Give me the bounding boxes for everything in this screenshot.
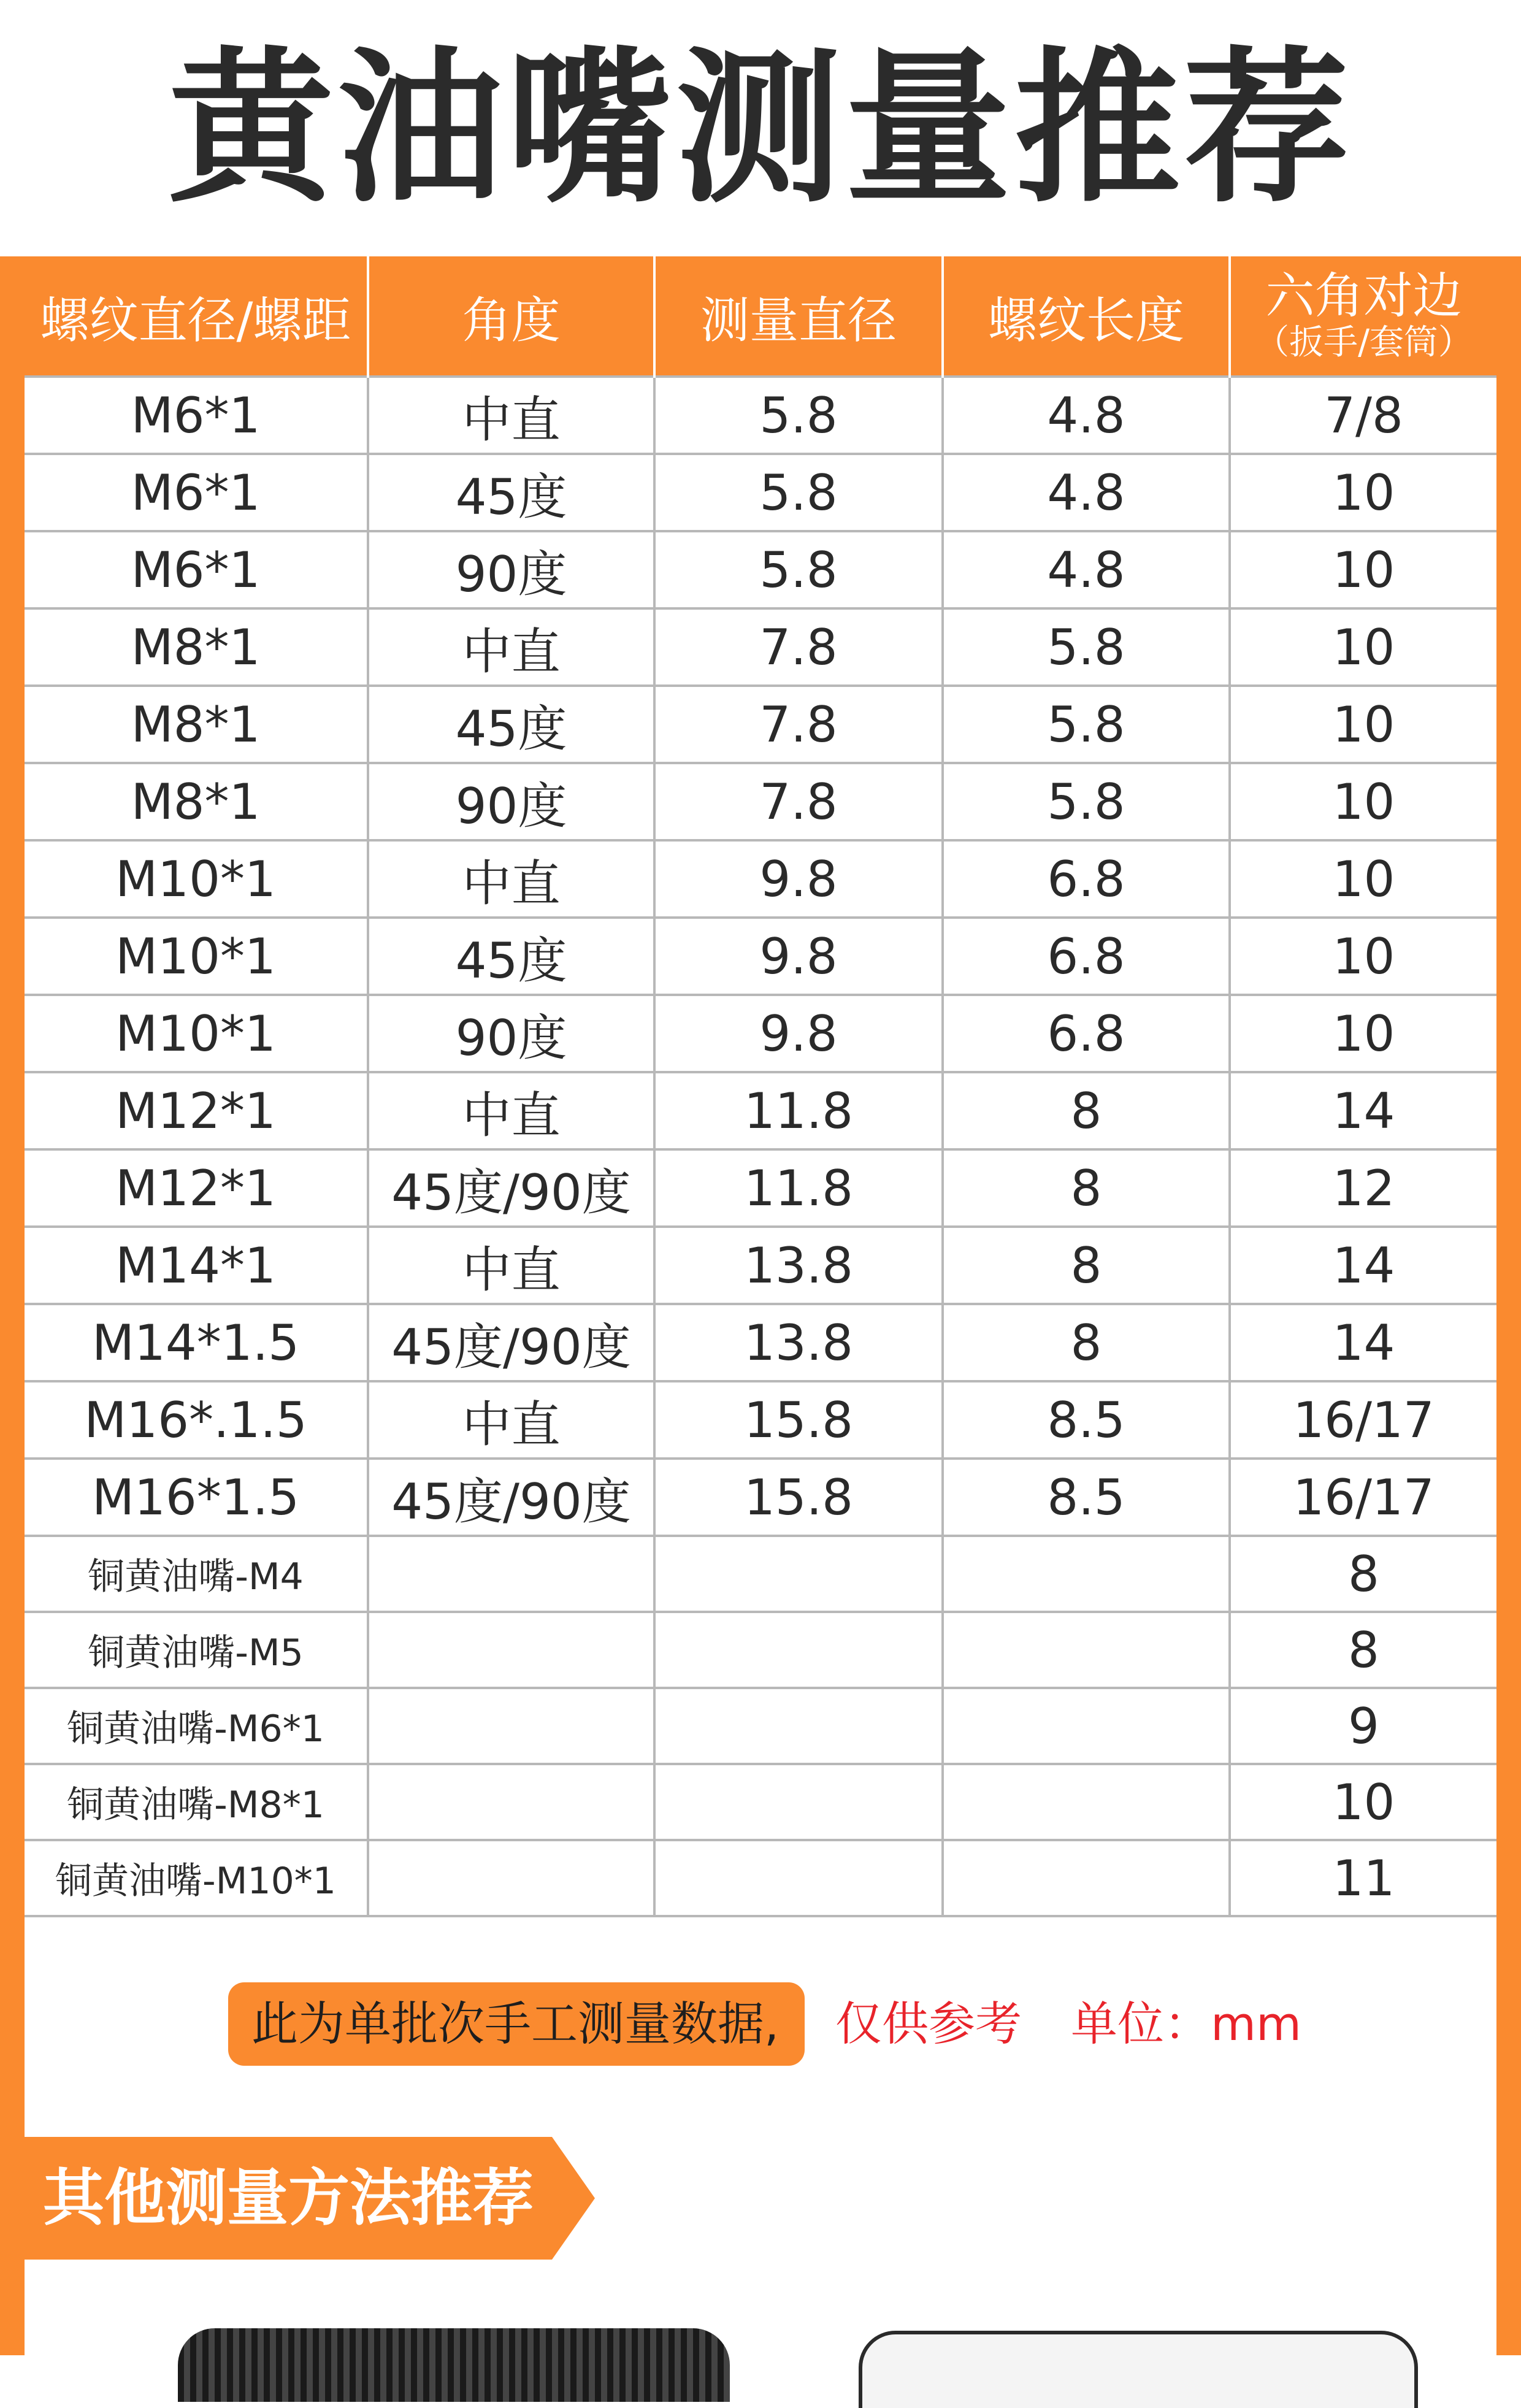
cell-measured-diameter: 7.8 (654, 608, 943, 686)
table-row (25, 1840, 1496, 1916)
table-row (25, 1459, 1496, 1536)
cell-thread-pitch: M6*1 (25, 377, 368, 454)
cell-measured-diameter: 7.8 (654, 686, 943, 763)
cell-thread-pitch: M16*1.5 (25, 1459, 368, 1536)
cell-hex-across-flats: 10 (1230, 1764, 1496, 1840)
cell-hex-across-flats: 10 (1230, 840, 1496, 918)
caliper-photo (859, 2331, 1418, 2408)
cell-hex-across-flats: 10 (1230, 531, 1496, 608)
cell-thread-length (943, 1536, 1230, 1612)
cell-thread-length: 8.5 (943, 1381, 1230, 1459)
table-row (25, 686, 1496, 763)
cell-thread-pitch: 铜黄油嘴-M6*1 (25, 1688, 368, 1764)
cell-angle (368, 1612, 654, 1688)
cell-thread-pitch: 铜黄油嘴-M5 (25, 1612, 368, 1688)
cell-angle (368, 1536, 654, 1612)
cell-measured-diameter: 11.8 (654, 1072, 943, 1149)
header-hex-sub: （扳手/套筒） (1255, 323, 1473, 362)
cell-hex-across-flats: 14 (1230, 1304, 1496, 1381)
cell-thread-pitch: 铜黄油嘴-M8*1 (25, 1764, 368, 1840)
measurement-table (25, 256, 1496, 1917)
cell-thread-length (943, 1612, 1230, 1688)
table-body (25, 377, 1496, 1916)
table-header (25, 256, 1496, 377)
cell-measured-diameter: 5.8 (654, 531, 943, 608)
cell-angle: 90度 (368, 531, 654, 608)
cell-angle: 中直 (368, 608, 654, 686)
cell-thread-pitch: 铜黄油嘴-M4 (25, 1536, 368, 1612)
cell-measured-diameter: 13.8 (654, 1227, 943, 1304)
cell-thread-pitch: M14*1 (25, 1227, 368, 1304)
cell-hex-across-flats: 11 (1230, 1840, 1496, 1916)
cell-angle (368, 1764, 654, 1840)
cell-thread-length: 8 (943, 1072, 1230, 1149)
cell-angle (368, 1688, 654, 1764)
cell-measured-diameter (654, 1688, 943, 1764)
cell-thread-length: 5.8 (943, 608, 1230, 686)
page-title: 黄油嘴测量推荐 (168, 32, 1353, 225)
cell-thread-length: 4.8 (943, 531, 1230, 608)
cell-angle: 中直 (368, 1381, 654, 1459)
cell-thread-length: 6.8 (943, 840, 1230, 918)
cell-measured-diameter: 9.8 (654, 918, 943, 995)
cell-angle: 90度 (368, 995, 654, 1072)
cell-hex-across-flats: 10 (1230, 918, 1496, 995)
table-row (25, 840, 1496, 918)
cell-angle: 中直 (368, 1227, 654, 1304)
cell-thread-length (943, 1840, 1230, 1916)
cell-measured-diameter: 15.8 (654, 1381, 943, 1459)
table-row (25, 531, 1496, 608)
cell-hex-across-flats: 10 (1230, 686, 1496, 763)
cell-measured-diameter: 9.8 (654, 840, 943, 918)
header-angle: 角度 (368, 256, 654, 377)
cell-measured-diameter (654, 1764, 943, 1840)
cell-measured-diameter: 5.8 (654, 454, 943, 531)
cell-hex-across-flats: 16/17 (1230, 1459, 1496, 1536)
cell-measured-diameter: 13.8 (654, 1304, 943, 1381)
cell-thread-pitch: M12*1 (25, 1072, 368, 1149)
note-unit-text: 单位：mm (1071, 1996, 1302, 2051)
header-measured-diameter: 测量直径 (654, 256, 943, 377)
cell-angle: 90度 (368, 763, 654, 840)
cell-thread-pitch: M6*1 (25, 454, 368, 531)
cell-measured-diameter: 11.8 (654, 1149, 943, 1227)
cell-thread-pitch: M10*1 (25, 995, 368, 1072)
cell-thread-length: 8 (943, 1227, 1230, 1304)
cell-thread-pitch: M8*1 (25, 763, 368, 840)
cell-thread-length: 8 (943, 1149, 1230, 1227)
cell-hex-across-flats: 14 (1230, 1227, 1496, 1304)
header-thread-length: 螺纹长度 (943, 256, 1230, 377)
cell-measured-diameter: 9.8 (654, 995, 943, 1072)
table-row (25, 1381, 1496, 1459)
cell-thread-length: 5.8 (943, 763, 1230, 840)
cell-hex-across-flats: 8 (1230, 1536, 1496, 1612)
cell-thread-pitch: M8*1 (25, 686, 368, 763)
cell-angle: 45度/90度 (368, 1304, 654, 1381)
cell-hex-across-flats: 10 (1230, 995, 1496, 1072)
cell-hex-across-flats: 16/17 (1230, 1381, 1496, 1459)
cell-hex-across-flats: 7/8 (1230, 377, 1496, 454)
cell-hex-across-flats: 8 (1230, 1612, 1496, 1688)
cell-angle: 45度 (368, 454, 654, 531)
table-row (25, 377, 1496, 454)
cell-thread-pitch: M6*1 (25, 531, 368, 608)
table-row (25, 454, 1496, 531)
cell-angle: 45度/90度 (368, 1459, 654, 1536)
cell-thread-length: 4.8 (943, 377, 1230, 454)
cell-hex-across-flats: 10 (1230, 608, 1496, 686)
cell-hex-across-flats: 10 (1230, 454, 1496, 531)
cell-angle: 中直 (368, 840, 654, 918)
cell-thread-pitch: M8*1 (25, 608, 368, 686)
cell-thread-pitch: M14*1.5 (25, 1304, 368, 1381)
header-hex-across-flats (1230, 256, 1496, 377)
cell-measured-diameter: 5.8 (654, 377, 943, 454)
cell-measured-diameter (654, 1840, 943, 1916)
table-row (25, 1536, 1496, 1612)
cell-hex-across-flats: 10 (1230, 763, 1496, 840)
header-thread-pitch: 螺纹直径/螺距 (25, 256, 368, 377)
cell-thread-pitch: M10*1 (25, 918, 368, 995)
header-hex-main: 六角对边 (1265, 267, 1462, 324)
cell-thread-length (943, 1764, 1230, 1840)
table-row (25, 1072, 1496, 1149)
grease-gun-photo (178, 2328, 730, 2402)
cell-angle: 45度/90度 (368, 1149, 654, 1227)
cell-measured-diameter: 7.8 (654, 763, 943, 840)
table-row (25, 995, 1496, 1072)
cell-thread-pitch: M12*1 (25, 1149, 368, 1227)
table-row (25, 1612, 1496, 1688)
cell-hex-across-flats: 9 (1230, 1688, 1496, 1764)
cell-measured-diameter (654, 1536, 943, 1612)
cell-thread-length: 8.5 (943, 1459, 1230, 1536)
cell-thread-length: 5.8 (943, 686, 1230, 763)
cell-hex-across-flats: 12 (1230, 1149, 1496, 1227)
cell-thread-pitch: M10*1 (25, 840, 368, 918)
cell-angle: 45度 (368, 686, 654, 763)
cell-thread-length: 8 (943, 1304, 1230, 1381)
table-row (25, 918, 1496, 995)
table-row (25, 1688, 1496, 1764)
cell-thread-pitch: 铜黄油嘴-M10*1 (25, 1840, 368, 1916)
table-row (25, 1149, 1496, 1227)
cell-measured-diameter (654, 1612, 943, 1688)
table-row (25, 1764, 1496, 1840)
cell-angle: 中直 (368, 1072, 654, 1149)
table-row (25, 763, 1496, 840)
table-row (25, 1304, 1496, 1381)
table-row (25, 608, 1496, 686)
note-reference-text: 仅供参考 (835, 1996, 1022, 2051)
cell-measured-diameter: 15.8 (654, 1459, 943, 1536)
section-title: 其他测量方法推荐 (43, 2162, 534, 2234)
cell-angle: 45度 (368, 918, 654, 995)
note-highlight-text: 此为单批次手工测量数据, (251, 1996, 780, 2051)
cell-thread-pitch: M16*.1.5 (25, 1381, 368, 1459)
cell-thread-length: 4.8 (943, 454, 1230, 531)
cell-hex-across-flats: 14 (1230, 1072, 1496, 1149)
cell-angle: 中直 (368, 377, 654, 454)
cell-thread-length: 6.8 (943, 995, 1230, 1072)
cell-angle (368, 1840, 654, 1916)
cell-thread-length (943, 1688, 1230, 1764)
cell-thread-length: 6.8 (943, 918, 1230, 995)
table-row (25, 1227, 1496, 1304)
